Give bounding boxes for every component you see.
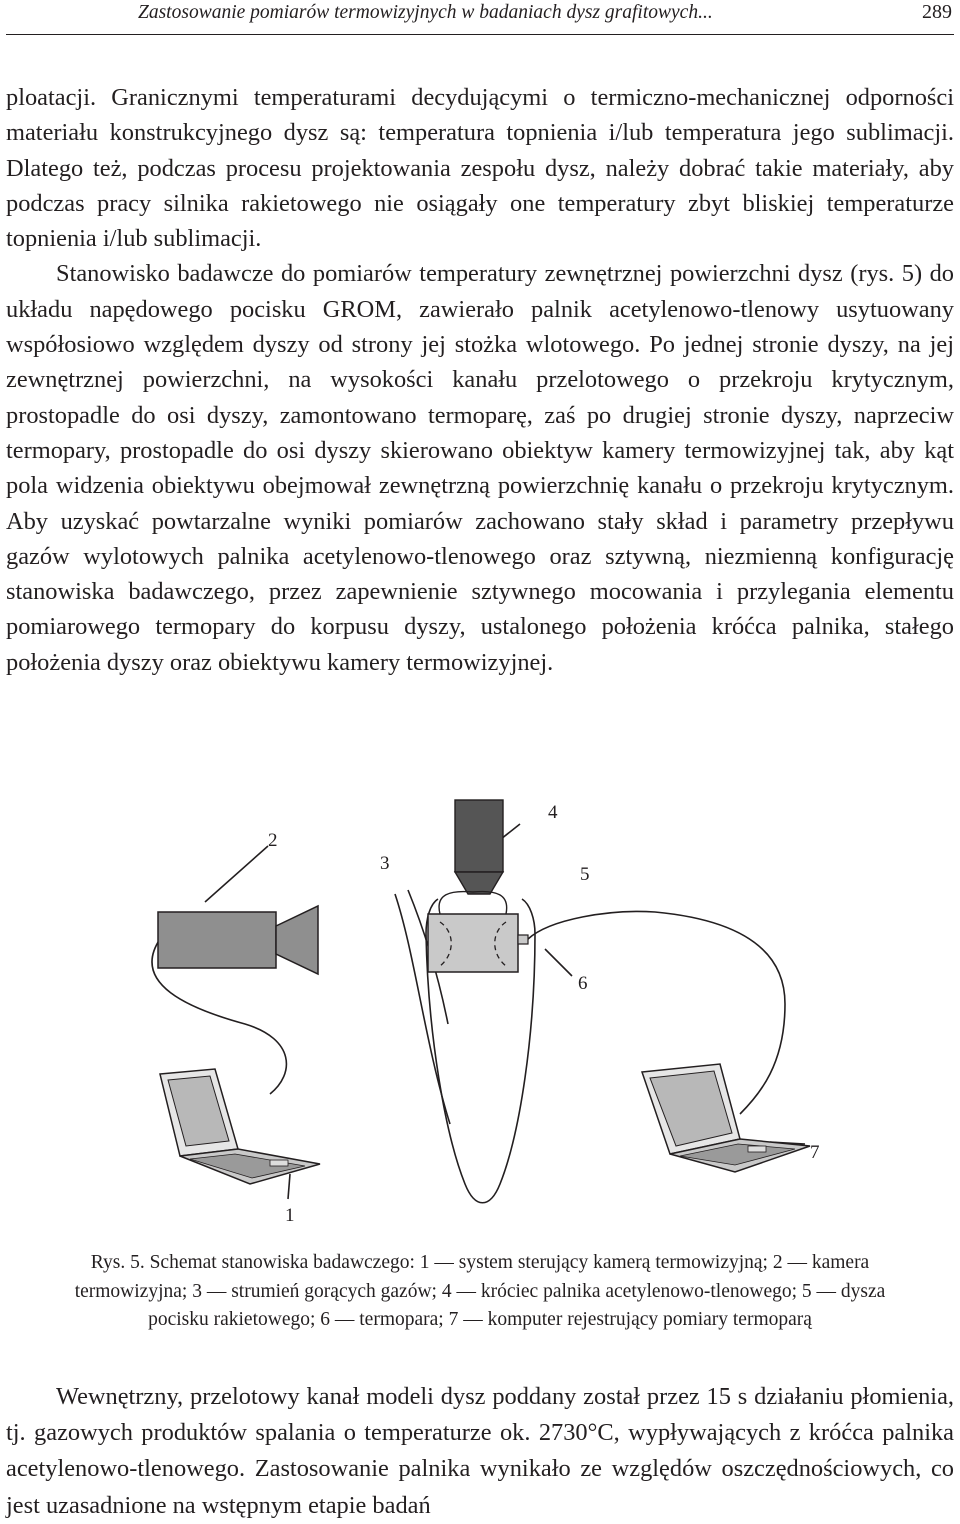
label-2: 2	[268, 830, 278, 851]
label-7: 7	[810, 1142, 820, 1163]
rocket-nozzle	[428, 892, 518, 972]
label-3: 3	[380, 853, 390, 874]
body-text-top	[6, 80, 954, 680]
figure-test-stand-diagram	[130, 794, 850, 1230]
page-number: 289	[922, 1, 952, 23]
recorder-laptop	[642, 1064, 810, 1172]
label-4: 4	[548, 802, 558, 823]
paragraph-2: Stanowisko badawcze do pomiarów temperatury zewnętrznej powierzchni dysz (rys. 5) do układu napędowego pocisku GROM, zawierało palnik acetylenowo-tlenowy usytuowany współosiowo względem dyszy od strony jej stożka wlotowego. Po jednej stronie dyszy, na jej zewnętrznej powierzchni, na wysokości kanału przelotowego o przekroju krytycznym, prostopadle do osi dyszy, zamontowano termoparę, zaś po drugiej stronie dyszy, naprzeciw termopary, prostopadle do osi dyszy skierowano obiektyw kamery termowizyjnej tak, aby kąt pola widzenia obiektywu obejmował zewnętrzną powierzchnię kanału o przekroju krytycznym. Aby uzyskać powtarzalne wyniki pomiarów zachowano stały skład i parametry przepływu gazów wylotowych palnika acetylenowo-tlenowego oraz sztywną, niezmienną konfigurację stanowiska badawczego, przez zapewnienie sztywnego mocowania i przylegania elementu pomiarowego termopary do korpusu dyszy, ustalonego położenia króćca palnika, stałego położenia dyszy oraz obiektywu kamery termowizyjnej.	[6, 260, 954, 676]
leader-line-6	[545, 949, 572, 976]
leader-line-2	[205, 846, 268, 902]
label-1: 1	[285, 1205, 295, 1226]
leader-line-1	[288, 1174, 290, 1199]
thermal-camera	[158, 906, 318, 974]
paragraph-1: ploatacji. Granicznymi temperaturami decydującymi o termiczno-mechanicznej odporności materiału konstrukcyjnego dysz są: temperatura topnienia i/lub temperatura jego sublimacji. Dlatego też, podczas procesu projektowania zespołu dysz, należy dobrać takie materiały, aby podczas pracy silnika rakietowego nie osiągały one temperatury zbyt bliskiej temperaturze topnienia i/lub sublimacji.	[6, 84, 954, 253]
figure-caption	[6, 1249, 954, 1335]
test-stand-diagram	[130, 794, 850, 1230]
label-5: 5	[580, 864, 590, 885]
running-header	[6, 0, 954, 35]
paragraph-3: Wewnętrzny, przelotowy kanał modeli dysz poddany został przez 15 s działaniu płomienia, tj. gazowych produktów spalania o temperaturze ok. 2730°C, wypływających z króćca palnika acetylenowo-tlenowego. Zastosowanie palnika wynikało ze względów oszczędnościowych, co jest uzasadnione na wstępnym etapie badań	[6, 1383, 954, 1519]
running-title: Zastosowanie pomiarów termowizyjnych w badaniach dysz grafitowych...	[138, 2, 713, 23]
body-text-bottom	[6, 1379, 954, 1524]
burner-nozzle	[455, 800, 503, 894]
label-6: 6	[578, 973, 588, 994]
caption-line-1: Rys. 5. Schemat stanowiska badawczego: 1 — system sterujący kamerą termowizyjną; 2 — kamera	[90, 1252, 870, 1273]
control-laptop	[160, 1069, 320, 1184]
caption-line-3: pocisku rakietowego; 6 — termopara; 7 — komputer rejestrujący pomiary termoparą	[148, 1309, 812, 1330]
caption-line-2: termowizyjna; 3 — strumień gorących gazów; 4 — króciec palnika acetylenowo-tlenowego; 5 — dysza	[74, 1280, 886, 1302]
thermocouple	[518, 935, 528, 944]
